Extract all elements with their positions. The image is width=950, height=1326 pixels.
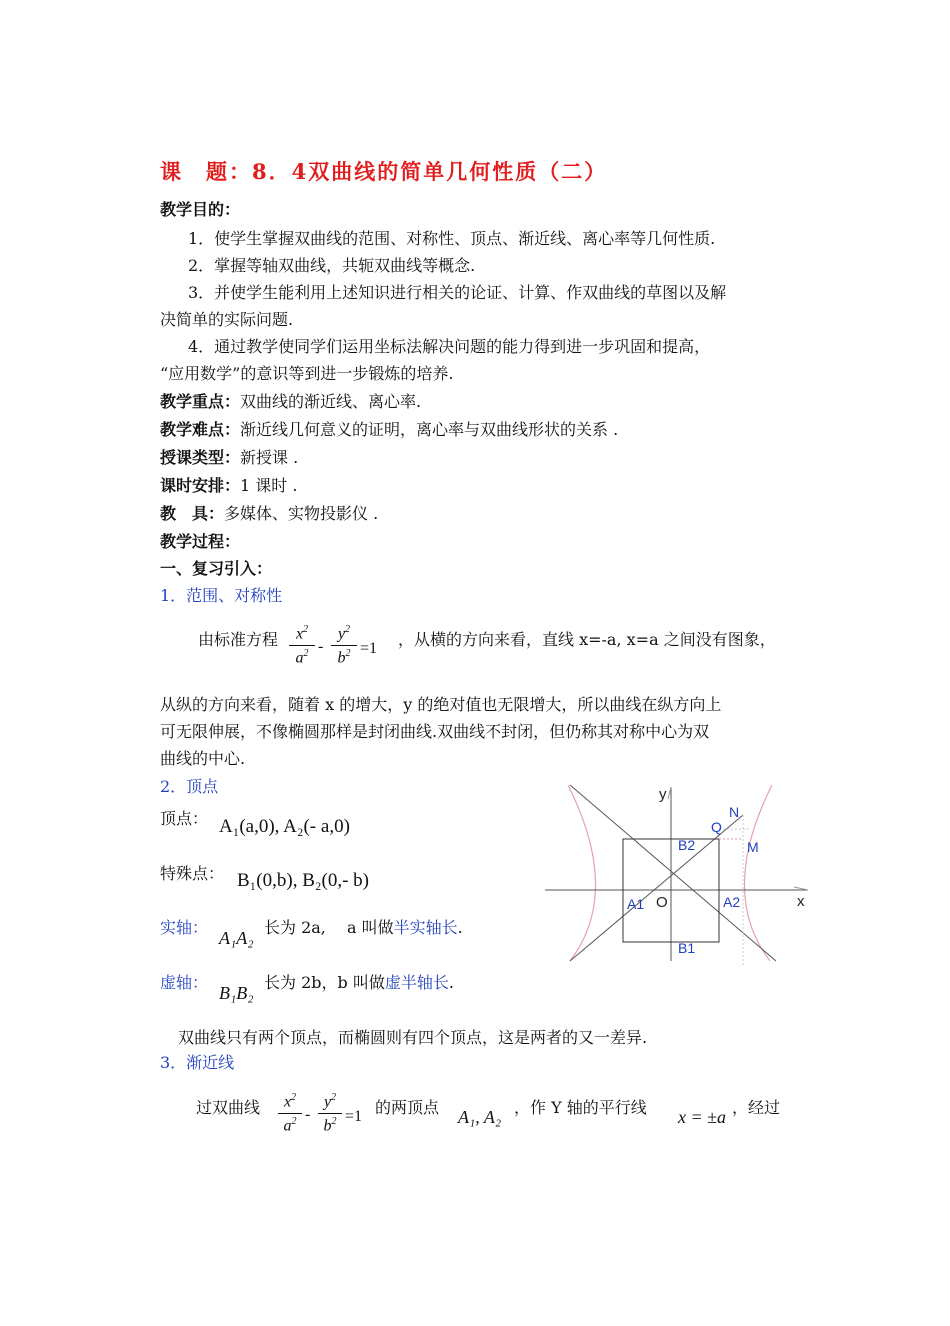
- goals-heading: 教学目的：: [160, 200, 241, 219]
- frac-y-over-b-2: $y^2$ $b^2$: [318, 1092, 342, 1136]
- hyperbola-left-branch: [568, 785, 596, 961]
- frac-x-over-a: $x^2$ $a^2$: [289, 624, 315, 668]
- s1-line-3: 可无限伸展，不像椭圆那样是封闭曲线.双曲线不封闭，但仍称其对称中心为双: [160, 722, 710, 741]
- s1-line-2: 从纵的方向来看，随着 x 的增大，y 的绝对值也无限增大，所以曲线在纵方向上: [160, 695, 722, 714]
- frac-x-over-a-2: $x^2$ $a^2$: [278, 1092, 302, 1136]
- tools-label: 教 具：: [160, 504, 225, 523]
- vertex-formula: A₁(a,0), A₂(- a,0): [219, 816, 350, 837]
- goal-4-cont: “应用数学”的意识等到进一步锻炼的培养.: [160, 364, 454, 383]
- frac-y-over-b: $y^2$ $b^2$: [331, 624, 357, 668]
- page-title: 课 题：8．4双曲线的简单几何性质（二）: [160, 159, 608, 184]
- difficulties: [160, 420, 796, 440]
- hyperbola-diagram: [540, 775, 815, 965]
- type-text: 新授课 .: [240, 448, 299, 467]
- s3-pre: 过双曲线: [196, 1098, 261, 1117]
- goal-3: 3．并使学生能利用上述知识进行相关的论证、计算、作双曲线的草图以及解: [188, 283, 727, 302]
- section-2-heading: 2．顶点: [160, 777, 219, 796]
- q-label: Q: [711, 819, 722, 835]
- goal-1: 1．使学生掌握双曲线的范围、对称性、顶点、渐近线、离心率等几何性质.: [188, 229, 716, 248]
- real-axis-label: 实轴：: [160, 918, 209, 937]
- time-label: 课时安排：: [160, 476, 241, 495]
- real-axis-segment: A₁A₂: [219, 928, 254, 948]
- time-text: 1 课时 .: [240, 476, 298, 495]
- section-1-heading: 1．范围、对称性: [160, 586, 283, 605]
- goal-2: 2．掌握等轴双曲线，共轭双曲线等概念.: [188, 256, 476, 275]
- b1-label: B1: [678, 940, 696, 956]
- key-label: 教学重点：: [160, 392, 241, 411]
- goal-3-cont: 决简单的实际问题.: [160, 310, 294, 329]
- imag-axis-segment: B₁B₂: [219, 983, 254, 1003]
- type-label: 授课类型：: [160, 448, 241, 467]
- s3-post: ，经过: [732, 1098, 781, 1117]
- s1-line-4: 曲线的中心.: [160, 749, 246, 768]
- diff-label: 教学难点：: [160, 420, 241, 439]
- s3-mid2: ，作 Y 轴的平行线: [514, 1098, 647, 1117]
- tools-text: 多媒体、实物投影仪 .: [224, 504, 379, 523]
- origin-label: O: [656, 894, 668, 911]
- s3-line: x = ±a: [678, 1107, 727, 1127]
- key-text: 双曲线的渐近线、离心率.: [240, 392, 422, 411]
- s3-points: A₁, A₂: [458, 1107, 502, 1127]
- special-formula: B₁(0,b), B₂(0,- b): [237, 870, 369, 891]
- imag-axis-text: 长为 2b，b 叫做虚半轴长.: [264, 973, 454, 992]
- section-2-note: 双曲线只有两个顶点，而椭圆则有四个顶点，这是两者的又一差异.: [178, 1028, 648, 1047]
- s1-post: ，从横的方向来看，直线 x=-a, x=a 之间没有图象，: [398, 630, 776, 649]
- diff-text: 渐近线几何意义的证明，离心率与双曲线形状的关系 .: [240, 420, 619, 439]
- goal-4: 4．通过教学使同学们运用坐标法解决问题的能力得到进一步巩固和提高，: [188, 337, 711, 356]
- s3-mid: 的两顶点: [375, 1098, 440, 1117]
- process-heading: 教学过程：: [160, 532, 241, 551]
- a1-label: A1: [627, 896, 645, 912]
- s1-pre: 由标准方程: [198, 630, 279, 649]
- m-label: M: [747, 839, 759, 855]
- section-3-heading: 3．渐近线: [160, 1053, 235, 1072]
- review-heading: 一、复习引入：: [160, 559, 273, 578]
- key-points: [160, 392, 796, 412]
- hyperbola-right-branch: [744, 785, 772, 961]
- schedule: [160, 476, 796, 496]
- special-label: 特殊点：: [160, 864, 225, 883]
- imag-axis-label: 虚轴：: [160, 973, 209, 992]
- real-axis-text: 长为 2a, a 叫做半实轴长.: [264, 918, 463, 937]
- a2-label: A2: [723, 894, 741, 910]
- lesson-type: [160, 448, 796, 468]
- b2-label: B2: [678, 837, 696, 853]
- tools: [160, 504, 796, 524]
- n-label: N: [729, 804, 740, 820]
- x-axis-label: x: [797, 893, 805, 910]
- y-axis-label: y: [659, 786, 667, 803]
- vertex-label: 顶点：: [160, 809, 209, 828]
